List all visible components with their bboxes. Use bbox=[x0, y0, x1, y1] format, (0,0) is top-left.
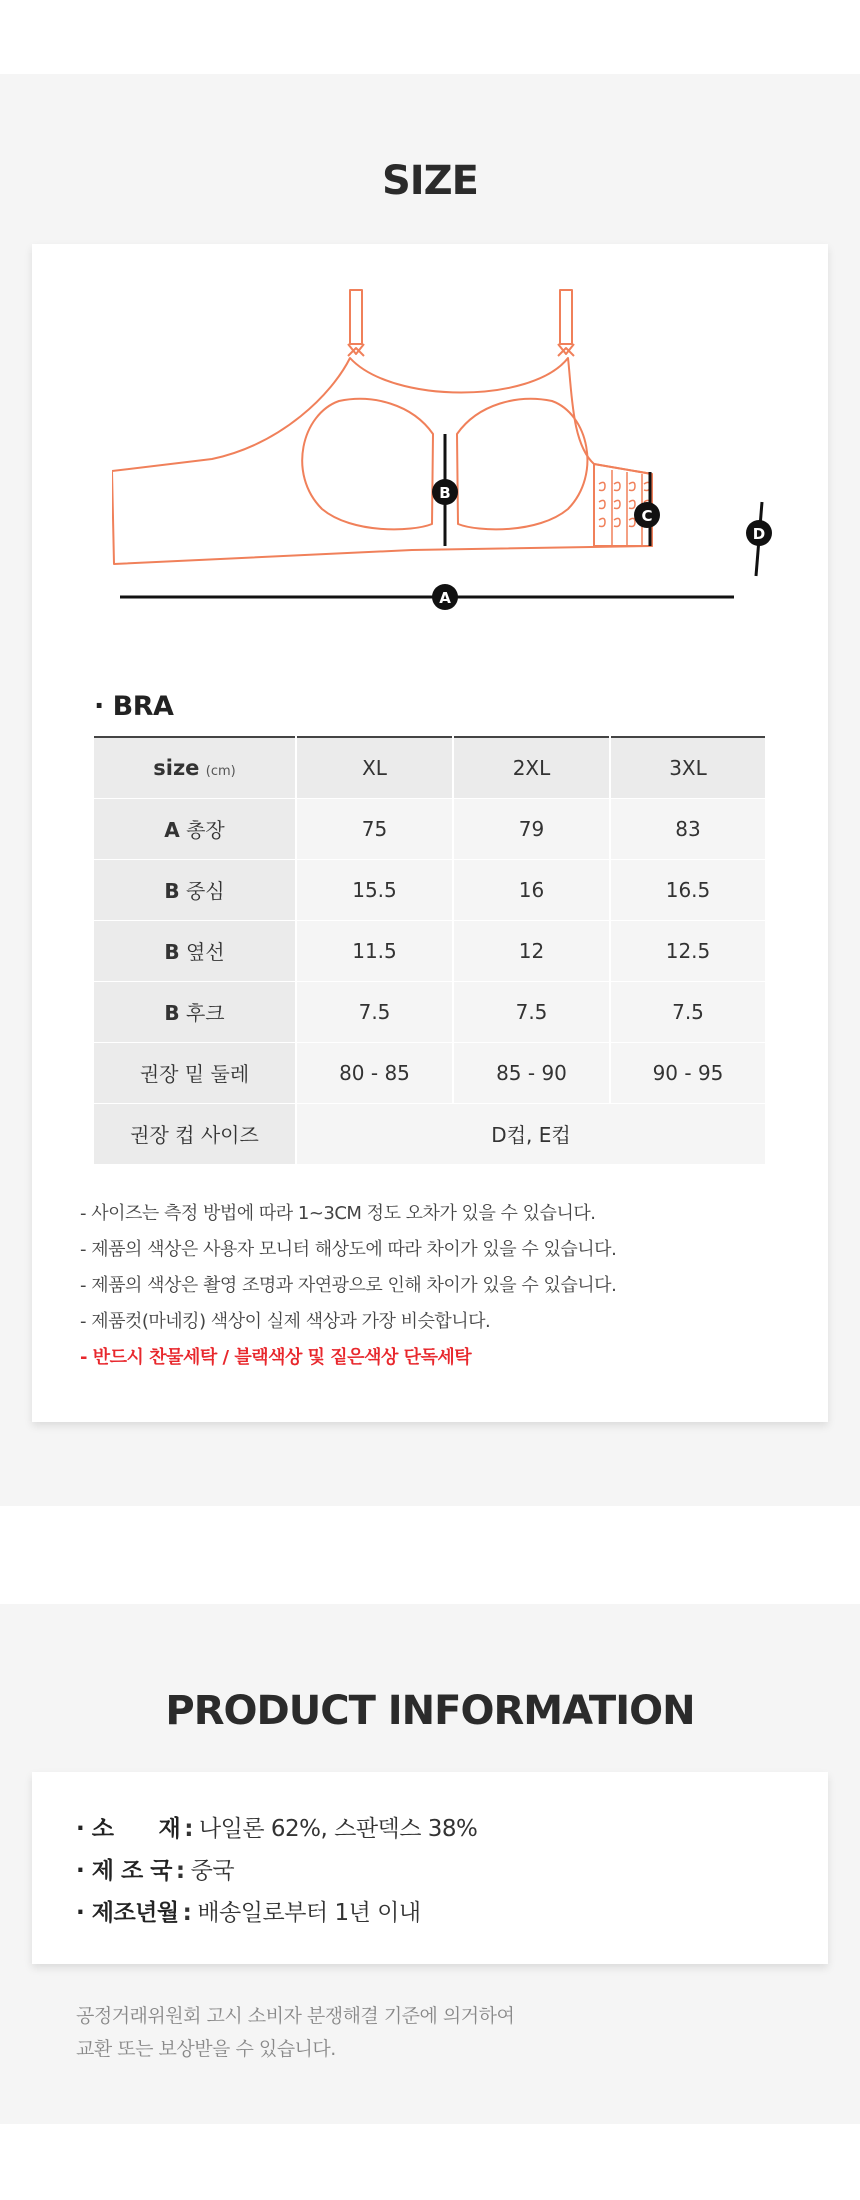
info-section-title: PRODUCT INFORMATION bbox=[165, 1688, 695, 1734]
table-row bbox=[94, 920, 766, 981]
bra-heading: · BRA bbox=[94, 691, 174, 722]
bra-measurement-diagram bbox=[112, 284, 812, 614]
disclaimer-line: 교환 또는 보상받을 수 있습니다. bbox=[76, 2038, 336, 2060]
table-cell-cup-size: D컵, E컵 bbox=[296, 1103, 766, 1164]
table-cell: 90 - 95 bbox=[610, 1042, 766, 1103]
info-colon: : bbox=[182, 1900, 192, 1926]
marker-d bbox=[746, 520, 772, 546]
table-row bbox=[94, 1042, 766, 1103]
note-item: - 사이즈는 측정 방법에 따라 1~3CM 정도 오차가 있을 수 있습니다. bbox=[80, 1203, 596, 1224]
note-item: - 제품의 색상은 촬영 조명과 자연광으로 인해 차이가 있을 수 있습니다. bbox=[80, 1275, 617, 1296]
header-col-xl: XL bbox=[296, 737, 453, 798]
right-cup bbox=[457, 399, 587, 530]
header-size-label: size bbox=[153, 755, 200, 780]
table-cell: 12 bbox=[453, 920, 610, 981]
bra-body-outline bbox=[112, 358, 652, 564]
row-label: B 후크 bbox=[94, 981, 296, 1042]
left-cup bbox=[302, 399, 433, 530]
note-item: - 제품컷(마네킹) 색상이 실제 색상과 가장 비슷합니다. bbox=[80, 1311, 491, 1332]
right-strap-adjuster bbox=[558, 344, 574, 356]
table-cell: 7.5 bbox=[296, 981, 453, 1042]
right-strap bbox=[560, 290, 572, 344]
row-label: B 옆선 bbox=[94, 920, 296, 981]
table-cell: 7.5 bbox=[610, 981, 766, 1042]
info-row-manufacture-date bbox=[76, 1894, 421, 1927]
info-value: 나일론 62%, 스판덱스 38% bbox=[198, 1816, 478, 1842]
size-notes bbox=[80, 1196, 616, 1376]
info-colon: : bbox=[175, 1858, 185, 1884]
info-card bbox=[32, 1772, 828, 1964]
row-label: 권장 밑 둘레 bbox=[94, 1042, 296, 1103]
note-item: - 제품의 색상은 사용자 모니터 해상도에 따라 차이가 있을 수 있습니다. bbox=[80, 1239, 617, 1260]
table-row bbox=[94, 859, 766, 920]
table-row bbox=[94, 981, 766, 1042]
info-value: 배송일로부터 1년 이내 bbox=[197, 1900, 421, 1926]
svg-text:B: B bbox=[439, 484, 451, 502]
svg-text:A: A bbox=[439, 589, 451, 607]
info-value: 중국 bbox=[190, 1858, 235, 1884]
table-header-row bbox=[94, 737, 766, 798]
table-cell: 79 bbox=[453, 798, 610, 859]
svg-text:C: C bbox=[641, 507, 653, 525]
row-label: 권장 컵 사이즈 bbox=[94, 1103, 296, 1164]
header-col-2xl: 2XL bbox=[453, 737, 610, 798]
disclaimer-line: 공정거래위원회 고시 소비자 분쟁해결 기준에 의거하여 bbox=[76, 2005, 515, 2027]
size-table bbox=[94, 736, 767, 1165]
table-cell: 75 bbox=[296, 798, 453, 859]
svg-text:D: D bbox=[752, 525, 766, 543]
table-cell: 15.5 bbox=[296, 859, 453, 920]
table-cell: 7.5 bbox=[453, 981, 610, 1042]
info-label: · 제조년월 bbox=[76, 1900, 179, 1926]
marker-b bbox=[432, 479, 458, 505]
left-strap bbox=[350, 290, 362, 344]
info-colon: : bbox=[184, 1816, 193, 1842]
info-label: · 제 조 국 bbox=[76, 1858, 172, 1884]
table-cell: 85 - 90 bbox=[453, 1042, 610, 1103]
table-cell: 12.5 bbox=[610, 920, 766, 981]
table-cell: 83 bbox=[610, 798, 766, 859]
left-strap-adjuster bbox=[348, 344, 364, 356]
size-section-title: SIZE bbox=[381, 158, 479, 204]
table-cell: 16 bbox=[453, 859, 610, 920]
header-col-3xl: 3XL bbox=[610, 737, 766, 798]
table-cell: 16.5 bbox=[610, 859, 766, 920]
table-row bbox=[94, 798, 766, 859]
row-label: A 총장 bbox=[94, 798, 296, 859]
marker-a bbox=[432, 584, 458, 610]
header-size-unit: (cm) bbox=[205, 763, 236, 779]
info-row-material bbox=[76, 1810, 477, 1843]
info-label: · 소 재 bbox=[76, 1816, 181, 1842]
header-size-cell bbox=[94, 737, 296, 798]
marker-c bbox=[634, 502, 660, 528]
table-row-cup-size bbox=[94, 1103, 766, 1164]
size-card bbox=[32, 244, 828, 1422]
table-cell: 11.5 bbox=[296, 920, 453, 981]
info-row-country bbox=[76, 1852, 234, 1885]
disclaimer bbox=[76, 2000, 514, 2066]
table-cell: 80 - 85 bbox=[296, 1042, 453, 1103]
wash-warning: - 반드시 찬물세탁 / 블랙색상 및 짙은색상 단독세탁 bbox=[80, 1347, 472, 1368]
row-label: B 중심 bbox=[94, 859, 296, 920]
